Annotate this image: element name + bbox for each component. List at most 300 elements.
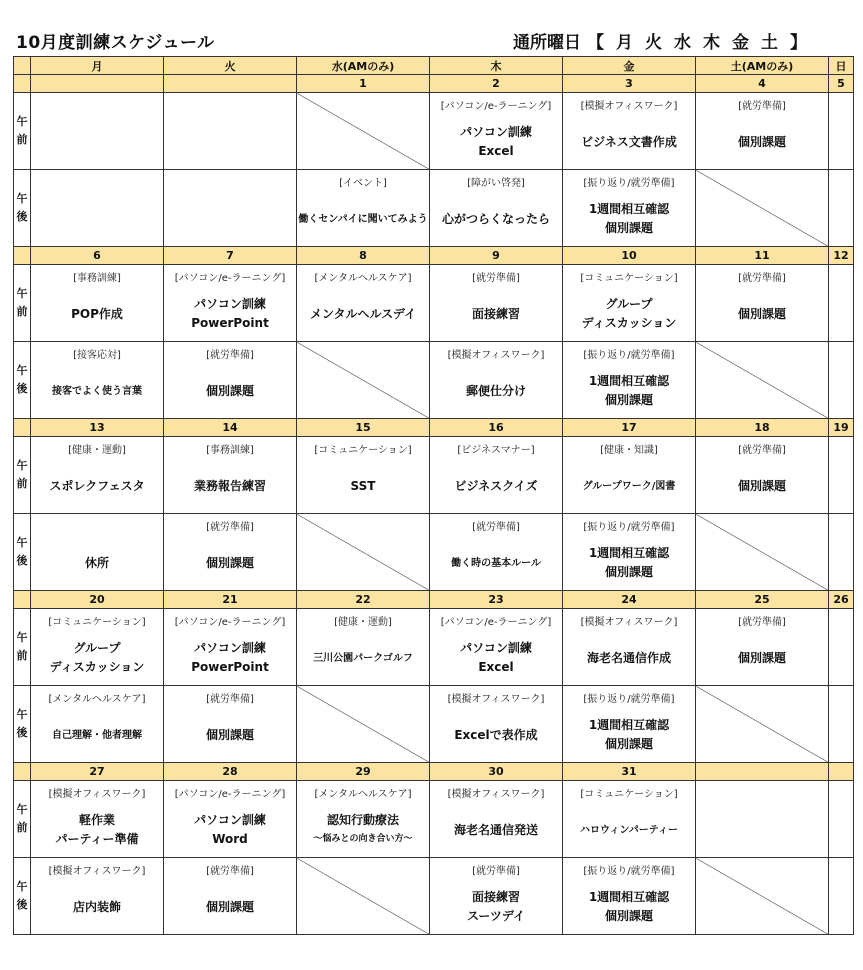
schedule-cell (31, 609, 164, 686)
date-cell: 16 (430, 419, 563, 437)
schedule-cell (297, 437, 430, 514)
schedule-cell (164, 514, 297, 591)
session-activity (589, 880, 669, 934)
morning-row (14, 609, 854, 686)
session-category: [模擬オフィスワーク] (447, 694, 545, 705)
session-activity (313, 631, 413, 685)
session-category: [パソコン/e-ラーニング] (174, 789, 286, 800)
session-activity (738, 115, 786, 169)
session-activity-text: 店内装飾 (72, 899, 121, 914)
session-activity (582, 287, 677, 341)
session (164, 609, 296, 685)
session-activity (467, 880, 525, 934)
session (297, 781, 429, 857)
session-activity-text: ビジネスクイズ (454, 478, 538, 493)
session-activity (49, 459, 144, 513)
session-activity-text: 個別課題 (737, 134, 786, 149)
session-activity-text: 働く時の基本ルール (451, 557, 541, 569)
schedule-cell (829, 781, 854, 858)
schedule-cell (829, 686, 854, 763)
session (563, 858, 695, 934)
session (829, 609, 853, 685)
session-activity (206, 708, 254, 762)
date-cell (696, 763, 829, 781)
session-activity-text: 働くセンパイに聞いてみよう (298, 213, 428, 225)
session-category: [振り返り/就労準備] (583, 178, 675, 189)
session-category: [振り返り/就労準備] (583, 694, 675, 705)
session-activity-text: 個別課題 (737, 650, 786, 665)
session-category: [コミュニケーション] (580, 789, 678, 800)
session (31, 858, 163, 934)
date-cell: 21 (164, 591, 297, 609)
session-activity (52, 364, 142, 418)
attendance-label: 通所曜日 (513, 33, 581, 53)
session-activity-text: グループワーク/図書 (582, 480, 676, 492)
session-activity (351, 459, 376, 513)
schedule-cell (31, 858, 164, 935)
date-row-corner (14, 75, 31, 93)
attendance-day-list (610, 33, 784, 53)
session-activity-text: 個別課題 (205, 899, 254, 914)
session-activity (580, 803, 678, 857)
schedule-cell (563, 858, 696, 935)
attendance-day: 木 (703, 33, 720, 53)
schedule-cell (829, 265, 854, 342)
afternoon-label: 午 後 (14, 514, 31, 591)
schedule-cell (563, 170, 696, 247)
schedule-cell (297, 170, 430, 247)
weekday-header-row (14, 57, 854, 75)
session-activity-text: 個別課題 (737, 306, 786, 321)
schedule-cell (563, 781, 696, 858)
session-category: [パソコン/e-ラーニング] (174, 617, 286, 628)
afternoon-label: 午 後 (14, 170, 31, 247)
session-activity-text: 1週間相互確認 個別課題 (588, 546, 670, 579)
session-category: [メンタルヘルスケア] (314, 273, 412, 284)
date-cell: 3 (563, 75, 696, 93)
session-category: [パソコン/e-ラーニング] (440, 101, 552, 112)
session (829, 437, 853, 513)
date-row (14, 763, 854, 781)
session-activity-text: パソコン訓練 PowerPoint (191, 641, 269, 674)
date-cell: 2 (430, 75, 563, 93)
schedule-cell (563, 93, 696, 170)
no-session-cell (696, 170, 829, 247)
date-cell: 6 (31, 247, 164, 265)
session-activity (460, 631, 532, 685)
session-activity (52, 708, 142, 762)
date-cell: 10 (563, 247, 696, 265)
session-category: [メンタルヘルスケア] (314, 789, 412, 800)
morning-row (14, 93, 854, 170)
session-category: [模擬オフィスワーク] (447, 350, 545, 361)
session-category: [健康・運動] (334, 617, 392, 628)
session-activity (466, 364, 526, 418)
morning-label: 午 前 (14, 93, 31, 170)
morning-label: 午 前 (14, 781, 31, 858)
date-cell: 19 (829, 419, 854, 437)
schedule-cell (430, 342, 563, 419)
session-activity-text: 1週間相互確認 個別課題 (588, 890, 670, 923)
date-cell: 12 (829, 247, 854, 265)
session (297, 609, 429, 685)
schedule-cell (829, 170, 854, 247)
schedule-cell (31, 686, 164, 763)
session (696, 781, 828, 857)
no-session-cell (297, 342, 430, 419)
session (164, 781, 296, 857)
date-cell: 18 (696, 419, 829, 437)
schedule-cell (563, 514, 696, 591)
session-category: [就労準備] (206, 866, 254, 877)
session-subtitle: ～悩みとの向き合い方～ (313, 834, 413, 844)
session (164, 686, 296, 762)
schedule-cell (829, 437, 854, 514)
session-activity-text: パソコン訓練 Excel (460, 641, 532, 674)
schedule-cell (696, 93, 829, 170)
session-activity (738, 287, 786, 341)
session (430, 437, 562, 513)
session (430, 686, 562, 762)
session (696, 609, 828, 685)
date-cell: 15 (297, 419, 430, 437)
afternoon-row (14, 342, 854, 419)
session-activity-text: スポレクフェスタ (49, 478, 145, 493)
session (696, 265, 828, 341)
session-category: [模擬オフィスワーク] (48, 789, 146, 800)
session (31, 686, 163, 762)
schedule-cell (430, 781, 563, 858)
session (829, 858, 853, 934)
attendance-day: 月 (616, 33, 633, 53)
session-activity (50, 631, 145, 685)
session (563, 609, 695, 685)
session (31, 170, 163, 246)
session (164, 437, 296, 513)
schedule-cell (164, 265, 297, 342)
schedule-cell (164, 781, 297, 858)
session-category: [コミュニケーション] (314, 445, 412, 456)
session-category: [接客応対] (73, 350, 121, 361)
session (696, 93, 828, 169)
date-row-corner (14, 419, 31, 437)
session (164, 93, 296, 169)
date-cell: 22 (297, 591, 430, 609)
session-activity-text: 個別課題 (205, 727, 254, 742)
date-row (14, 419, 854, 437)
session-activity-text: グループ ディスカッション (581, 297, 677, 330)
session-activity (206, 536, 254, 590)
session (31, 609, 163, 685)
session-category: [パソコン/e-ラーニング] (440, 617, 552, 628)
schedule-cell (430, 265, 563, 342)
session-activity-text: パソコン訓練 Word (194, 813, 266, 846)
schedule-cell (31, 514, 164, 591)
session-activity (73, 880, 121, 934)
session-activity (191, 631, 269, 685)
date-cell: 1 (297, 75, 430, 93)
session-activity-text: 1週間相互確認 個別課題 (588, 718, 670, 751)
session-category: [コミュニケーション] (580, 273, 678, 284)
session (31, 437, 163, 513)
schedule-cell (430, 437, 563, 514)
schedule-cell (563, 609, 696, 686)
session (297, 437, 429, 513)
session (31, 342, 163, 418)
schedule-cell (563, 686, 696, 763)
no-session-cell (297, 686, 430, 763)
schedule-cell (297, 609, 430, 686)
session (430, 170, 562, 246)
session-category: [メンタルヘルスケア] (48, 694, 146, 705)
session-activity-text: ハロウィンパーティー (580, 824, 678, 836)
schedule-cell (31, 437, 164, 514)
date-cell (31, 75, 164, 93)
session-category: [就労準備] (206, 522, 254, 533)
session-activity-text: 1週間相互確認 個別課題 (588, 202, 670, 235)
session-activity (310, 287, 416, 341)
session-activity-text: 心がつらくなったら (441, 211, 550, 226)
session (164, 858, 296, 934)
session-category: [振り返り/就労準備] (583, 866, 675, 877)
date-cell: 5 (829, 75, 854, 93)
date-cell (829, 763, 854, 781)
session (829, 342, 853, 418)
session-activity (71, 287, 123, 341)
schedule-cell (829, 93, 854, 170)
session-category: [就労準備] (472, 522, 520, 533)
date-cell: 26 (829, 591, 854, 609)
session-activity (589, 708, 669, 762)
session-activity-text: 接客でよく使う言葉 (52, 385, 142, 397)
session-activity (583, 459, 676, 513)
schedule-cell (430, 686, 563, 763)
page-title: 10月度訓練スケジュール (16, 33, 215, 53)
afternoon-row (14, 858, 854, 935)
session-activity (454, 803, 538, 857)
date-cell: 13 (31, 419, 164, 437)
schedule-cell (164, 437, 297, 514)
session-category: [就労準備] (738, 273, 786, 284)
date-cell: 24 (563, 591, 696, 609)
session-activity (206, 364, 254, 418)
session-activity-text: 軽作業 パーティー準備 (55, 813, 139, 846)
session-activity (472, 287, 520, 341)
schedule-cell (164, 170, 297, 247)
session-activity-text: 海老名通信作成 (586, 650, 671, 665)
session (563, 265, 695, 341)
session-activity-text: 個別課題 (205, 555, 254, 570)
attendance-day: 水 (674, 33, 691, 53)
schedule-cell (31, 265, 164, 342)
session (430, 265, 562, 341)
schedule-cell (563, 265, 696, 342)
session (829, 781, 853, 857)
weekday-header (14, 57, 31, 75)
session-activity (194, 803, 266, 857)
afternoon-row (14, 686, 854, 763)
date-cell: 31 (563, 763, 696, 781)
session-activity (738, 459, 786, 513)
session-activity (454, 708, 537, 762)
session (829, 265, 853, 341)
afternoon-label: 午 後 (14, 342, 31, 419)
session (31, 265, 163, 341)
session (696, 437, 828, 513)
session-category: [模擬オフィスワーク] (48, 866, 146, 877)
session-activity-text: Excelで表作成 (454, 727, 538, 742)
session (430, 514, 562, 590)
date-cell: 7 (164, 247, 297, 265)
session-category: [就労準備] (738, 101, 786, 112)
morning-label: 午 前 (14, 265, 31, 342)
schedule-cell (430, 93, 563, 170)
session (31, 514, 163, 590)
schedule-cell (164, 342, 297, 419)
schedule-cell (696, 609, 829, 686)
session-activity (85, 536, 109, 590)
weekday-header: 土(AMのみ) (696, 57, 829, 75)
date-cell: 11 (696, 247, 829, 265)
date-row (14, 591, 854, 609)
session-category: [事務訓練] (206, 445, 254, 456)
session (829, 514, 853, 590)
weekday-header: 木 (430, 57, 563, 75)
session-category: [健康・運動] (68, 445, 126, 456)
date-cell: 27 (31, 763, 164, 781)
session-category: [就労準備] (206, 350, 254, 361)
session-activity (589, 192, 669, 246)
session (430, 342, 562, 418)
session (430, 93, 562, 169)
session-activity-text: 面接練習 (471, 306, 520, 321)
schedule-cell (696, 781, 829, 858)
date-row (14, 75, 854, 93)
schedule-cell (297, 781, 430, 858)
session-activity-text: 面接練習 スーツデイ (466, 890, 526, 923)
no-session-cell (696, 342, 829, 419)
session (164, 265, 296, 341)
date-cell: 28 (164, 763, 297, 781)
session-activity (460, 115, 532, 169)
session-activity-text: 個別課題 (205, 383, 254, 398)
weekday-header: 水(AMのみ) (297, 57, 430, 75)
schedule-cell (829, 514, 854, 591)
session-category: [事務訓練] (73, 273, 121, 284)
morning-label: 午 前 (14, 609, 31, 686)
schedule-cell (829, 858, 854, 935)
session (563, 342, 695, 418)
afternoon-row (14, 514, 854, 591)
attendance-day: 火 (645, 33, 662, 53)
session-activity-text: POP作成 (71, 306, 123, 321)
session-activity-text: 休所 (84, 555, 109, 570)
session (829, 93, 853, 169)
session (430, 609, 562, 685)
schedule-cell (430, 858, 563, 935)
session-category: [模擬オフィスワーク] (580, 101, 678, 112)
session-activity (194, 459, 266, 513)
session-activity (298, 192, 427, 246)
session-category: [模擬オフィスワーク] (447, 789, 545, 800)
session-category: [障がい啓発] (467, 178, 525, 189)
session-category: [コミュニケーション] (48, 617, 146, 628)
schedule-cell (563, 437, 696, 514)
session-category: [健康・知識] (600, 445, 658, 456)
session-activity-text: パソコン訓練 Excel (460, 125, 532, 158)
date-cell: 29 (297, 763, 430, 781)
schedule-cell (696, 437, 829, 514)
session-activity-text: パソコン訓練 PowerPoint (191, 297, 269, 330)
session-category: [就労準備] (738, 445, 786, 456)
afternoon-label: 午 後 (14, 686, 31, 763)
weekday-header: 月 (31, 57, 164, 75)
session (563, 93, 695, 169)
session-category: [就労準備] (472, 273, 520, 284)
session-category: [振り返り/就労準備] (583, 350, 675, 361)
schedule-cell (297, 265, 430, 342)
afternoon-row (14, 170, 854, 247)
session (164, 342, 296, 418)
session-activity-text: SST (350, 478, 376, 493)
session (430, 781, 562, 857)
date-row-corner (14, 247, 31, 265)
session (31, 93, 163, 169)
no-session-cell (696, 686, 829, 763)
session-activity (313, 803, 412, 857)
schedule-cell (563, 342, 696, 419)
session (297, 170, 429, 246)
date-cell: 23 (430, 591, 563, 609)
schedule-cell (31, 93, 164, 170)
session-activity-text: グループ ディスカッション (49, 641, 145, 674)
schedule-table (13, 56, 854, 935)
session-category: [パソコン/e-ラーニング] (174, 273, 286, 284)
date-cell (164, 75, 297, 93)
session-activity (191, 287, 269, 341)
session (563, 781, 695, 857)
session-activity (587, 631, 671, 685)
schedule-cell (696, 265, 829, 342)
session-activity (442, 192, 550, 246)
date-row-corner (14, 591, 31, 609)
no-session-cell (696, 858, 829, 935)
session (297, 265, 429, 341)
schedule-cell (164, 609, 297, 686)
session-category: [就労準備] (472, 866, 520, 877)
session (563, 170, 695, 246)
date-cell: 9 (430, 247, 563, 265)
date-row (14, 247, 854, 265)
session-activity-text: 海老名通信発送 (453, 822, 538, 837)
session-activity (55, 803, 138, 857)
date-cell: 14 (164, 419, 297, 437)
no-session-cell (297, 93, 430, 170)
session-category: [就労準備] (738, 617, 786, 628)
date-cell: 25 (696, 591, 829, 609)
schedule-cell (829, 609, 854, 686)
session (563, 514, 695, 590)
session-activity-text: 個別課題 (737, 478, 786, 493)
schedule-cell (430, 170, 563, 247)
session-activity-text: 郵便仕分け (465, 383, 526, 398)
morning-label: 午 前 (14, 437, 31, 514)
no-session-cell (696, 514, 829, 591)
session-activity (206, 880, 254, 934)
schedule-cell (31, 342, 164, 419)
session-activity (589, 536, 669, 590)
session-activity-text: 業務報告練習 (193, 478, 266, 493)
